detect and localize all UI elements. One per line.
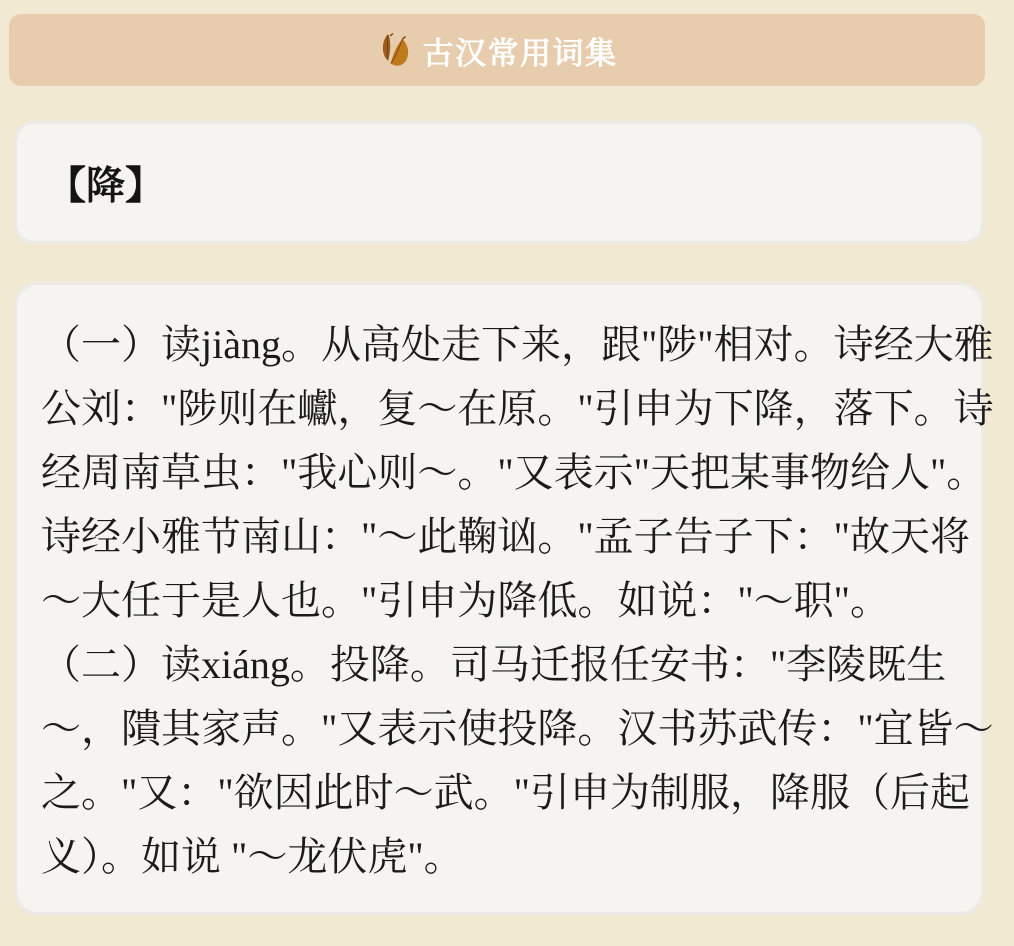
fallen-leaf-icon (377, 32, 413, 68)
app-title: 古汉常用词集 (422, 35, 618, 71)
definition-line-7: ～，隤其家声。"又表示使投降。汉书苏武传："宜皆～ (41, 706, 994, 751)
definition-line-9: 义）。如说 "～龙伏虎"。 (41, 834, 464, 879)
definition-line-1: （一）读jiàng。从高处走下来，跟"陟"相对。诗经大雅 (41, 322, 994, 367)
definition-card (14, 282, 994, 915)
headword-card (14, 121, 984, 244)
definition-line-4: 诗经小雅节南山："～此鞠讻。"孟子告子下："故天将 (41, 514, 970, 559)
definition-line-2: 公刘："陟则在巘，复～在原。"引申为下降，落下。诗 (41, 386, 994, 431)
definition-line-6: （二）读xiáng。投降。司马迁报任安书："李陵既生 (41, 642, 947, 687)
definition-line-3: 经周南草虫："我心则～。"又表示"天把某事物给人"。 (41, 450, 987, 495)
page (0, 14, 1014, 946)
definition-line-8: 之。"又："欲因此时～武。"引申为制服，降服（后起 (41, 770, 970, 815)
app-header (9, 14, 985, 86)
headword: 【降】 (47, 164, 165, 208)
definition-line-5: ～大任于是人也。"引申为降低。如说："～职"。 (41, 578, 890, 623)
